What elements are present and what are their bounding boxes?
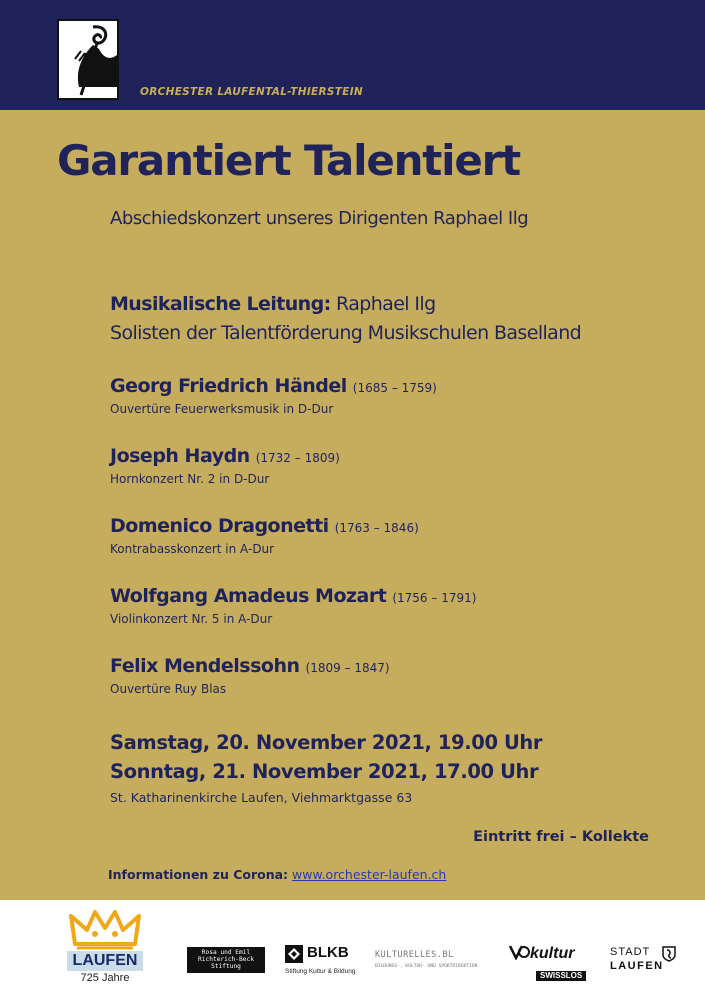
program-item xyxy=(110,583,670,653)
piece-title: Violinkonzert Nr. 5 in A-Dur xyxy=(110,612,273,626)
soloists-line: Solisten der Talentförderung Musikschulen Baselland xyxy=(110,322,582,344)
composer-years: (1756 – 1791) xyxy=(392,591,477,605)
conductor-name: Raphael Ilg xyxy=(330,293,436,315)
rosa-line: Rosa und Emil xyxy=(201,949,251,956)
composer-name: Georg Friedrich Händel xyxy=(110,375,347,397)
musical-direction xyxy=(110,290,581,348)
swisslos-word: kultur xyxy=(530,945,575,962)
stadt-laufen-logo xyxy=(610,946,680,980)
date-line: Samstag, 20. November 2021, 19.00 Uhr xyxy=(110,731,543,754)
entry-note: Eintritt frei – Kollekte xyxy=(473,829,649,845)
blkb-sub: Stiftung Kultur & Bildung xyxy=(285,968,356,975)
composer-years: (1732 – 1809) xyxy=(255,451,340,465)
kulturelles-sub: BILDUNGS-, KULTUR- UND SPORTDIREKTION xyxy=(375,964,478,969)
piece-title: Kontrabasskonzert in A-Dur xyxy=(110,542,275,556)
orchestra-logo xyxy=(57,19,119,100)
date-line: Sonntag, 21. November 2021, 17.00 Uhr xyxy=(110,760,539,783)
piece-title: Ouvertüre Ruy Blas xyxy=(110,682,227,696)
corona-info xyxy=(108,867,446,882)
swisslos-logo xyxy=(508,944,594,978)
blkb-logo xyxy=(285,944,365,978)
concert-subtitle: Abschiedskonzert unseres Dirigenten Raphael Ilg xyxy=(110,208,529,229)
coat-of-arms-icon xyxy=(662,946,676,962)
program-item xyxy=(110,513,670,583)
blkb-name: BLKB xyxy=(307,944,349,961)
sponsor-footer xyxy=(0,900,705,1000)
concert-title: Garantiert Talentiert xyxy=(57,136,521,185)
composer-name: Joseph Haydn xyxy=(110,445,250,467)
composer-years: (1685 – 1759) xyxy=(352,381,437,395)
blkb-icon xyxy=(285,945,303,963)
piece-title: Ouvertüre Feuerwerksmusik in D-Dur xyxy=(110,402,334,416)
website-link[interactable]: www.orchester-laufen.ch xyxy=(292,867,447,882)
composer-name: Domenico Dragonetti xyxy=(110,515,329,537)
logo-text: OLT xyxy=(93,87,109,96)
stadt-line: LAUFEN xyxy=(610,960,664,972)
concert-dates xyxy=(110,728,542,786)
laufen-years: 725 Jahre xyxy=(80,972,130,984)
laufen-725-logo xyxy=(60,908,150,994)
swisslos-name xyxy=(508,944,594,963)
rosa-line: Richterich-Beck xyxy=(198,956,254,964)
program-item xyxy=(110,373,670,443)
piece-title: Hornkonzert Nr. 2 in D-Dur xyxy=(110,472,270,486)
composer-years: (1763 – 1846) xyxy=(334,521,419,535)
rosa-richterich-logo xyxy=(187,947,265,973)
venue: St. Katharinenkirche Laufen, Viehmarktgasse 63 xyxy=(110,790,413,805)
kulturelles-name: KULTURELLES.BL xyxy=(375,950,454,960)
crown-icon xyxy=(69,908,141,950)
orchestra-name: ORCHESTER LAUFENTAL-THIERSTEIN xyxy=(140,86,364,98)
rosa-line: Stiftung xyxy=(211,963,241,971)
leitung-label: Musikalische Leitung: xyxy=(110,293,331,315)
stadt-line: STADT xyxy=(610,946,651,958)
program-item xyxy=(110,653,670,723)
swisslos-mark-icon xyxy=(508,944,530,960)
composer-name: Wolfgang Amadeus Mozart xyxy=(110,585,387,607)
composer-name: Felix Mendelssohn xyxy=(110,655,300,677)
composer-years: (1809 – 1847) xyxy=(305,661,390,675)
program-list xyxy=(110,373,670,723)
laufen-word: LAUFEN xyxy=(67,951,144,971)
header-band xyxy=(0,0,705,110)
corona-label: Informationen zu Corona: xyxy=(108,867,289,882)
swisslos-sub: SWISSLOS xyxy=(536,971,586,981)
kulturelles-logo xyxy=(375,950,495,980)
program-item xyxy=(110,443,670,513)
